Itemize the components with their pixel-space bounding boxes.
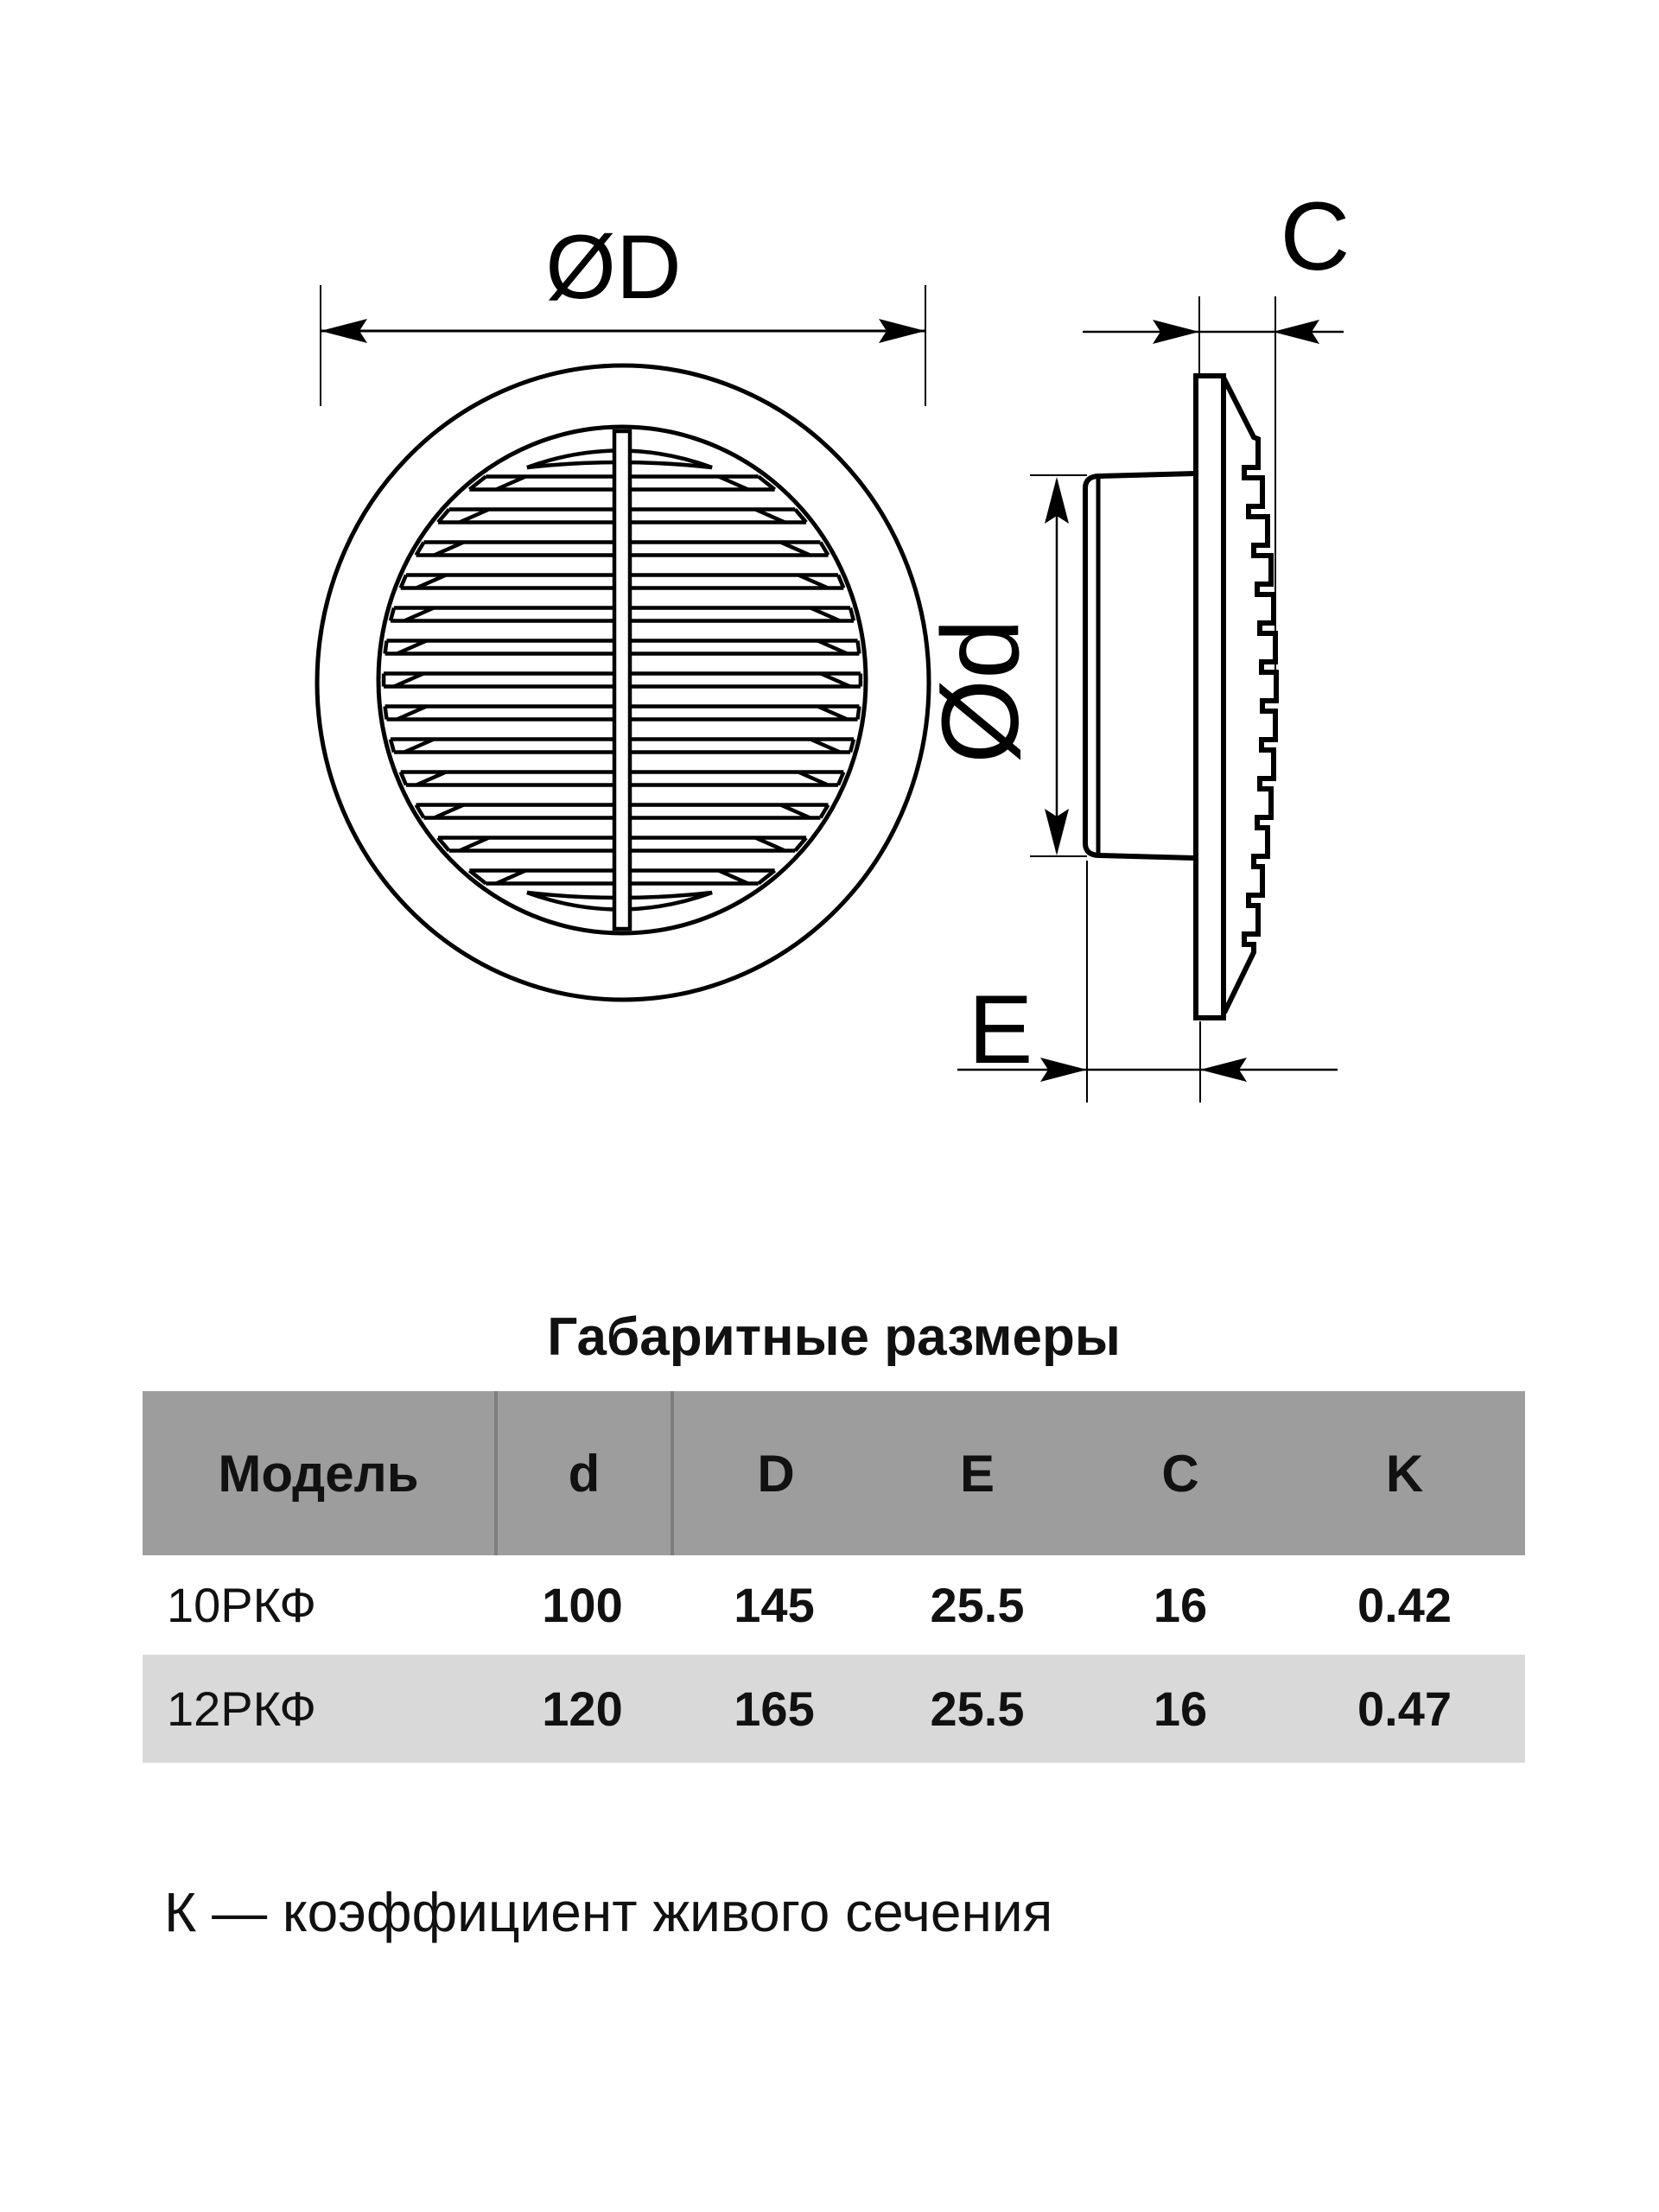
header-D: D (671, 1391, 878, 1555)
dim-label-duct-depth: E (968, 976, 1033, 1084)
dim-label-duct-diameter: Ød (919, 618, 1041, 765)
table-row (143, 1555, 1525, 1655)
table-row (143, 1655, 1525, 1763)
cell-C: 16 (1153, 1578, 1208, 1632)
cell-E: 25.5 (930, 1578, 1025, 1632)
dim-label-outer-diameter: ØD (545, 217, 682, 318)
header-C: C (1161, 1444, 1199, 1503)
cell-model: 12РКФ (167, 1681, 316, 1736)
cell-K: 0.42 (1357, 1578, 1452, 1632)
table-title: Габаритные размеры (547, 1307, 1121, 1367)
header-d: d (494, 1391, 671, 1555)
side-view (919, 182, 1350, 1103)
cell-D: 145 (734, 1578, 815, 1632)
cell-E: 25.5 (930, 1681, 1025, 1736)
duct-spigot (1085, 474, 1195, 858)
header-E: E (959, 1444, 995, 1503)
header-model: Модель (218, 1444, 419, 1503)
cell-model: 10РКФ (167, 1578, 316, 1632)
cell-K: 0.47 (1357, 1681, 1452, 1736)
cell-d: 100 (542, 1578, 623, 1632)
grille-center-spine (614, 431, 630, 929)
front-view (317, 217, 929, 1000)
cell-C: 16 (1153, 1681, 1208, 1736)
header-K: K (1385, 1444, 1424, 1503)
cell-D: 165 (734, 1681, 815, 1736)
grille-dome-profile (1224, 378, 1276, 1013)
dim-label-flange-thickness: C (1280, 182, 1351, 290)
cell-d: 120 (542, 1681, 623, 1736)
footnote: К — коэффициент живого сечения (164, 1881, 1053, 1943)
table-header-row (143, 1391, 1525, 1555)
flange-plate (1196, 376, 1224, 1018)
dimensions-table (143, 1391, 1525, 1763)
